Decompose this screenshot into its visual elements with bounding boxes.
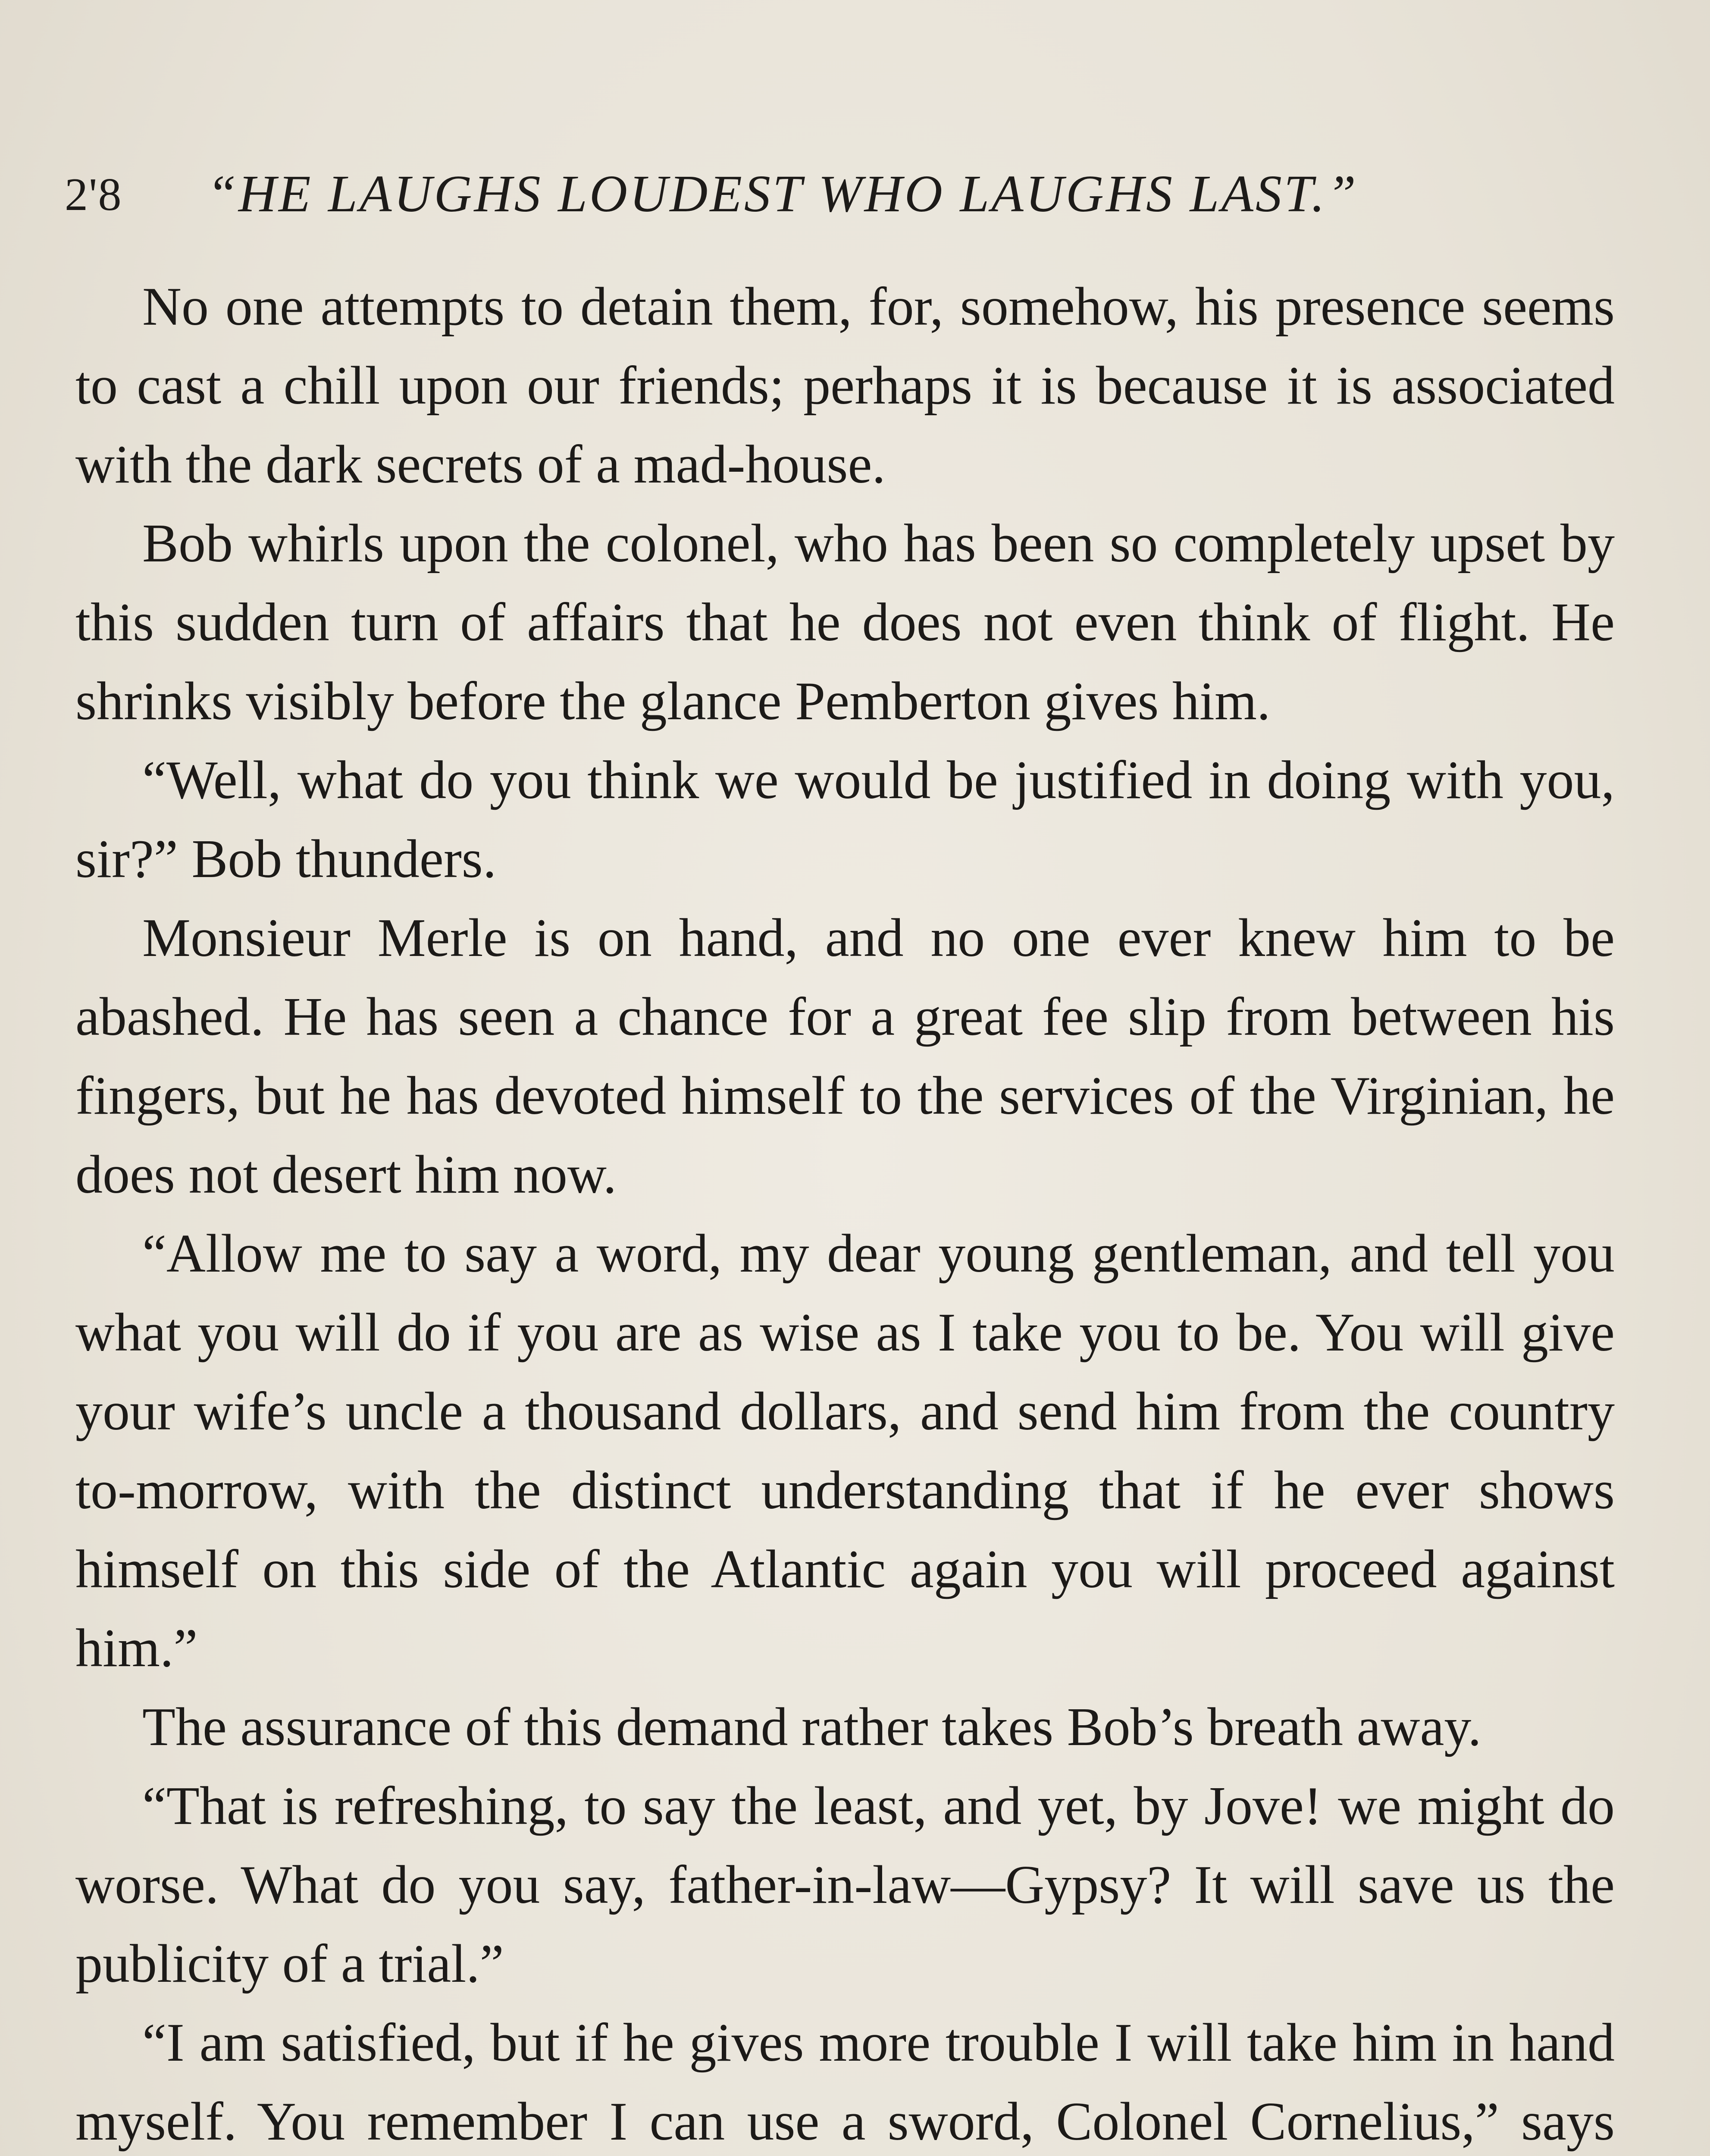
paragraph-8: “I am satisfied, but if he gives more trouble I will take him in hand myself. You remember I can use a sword, Colonel Cornelius,” says xyxy=(75,2013,1615,2152)
page-number: 2'8 xyxy=(65,169,122,220)
body-text xyxy=(75,267,1615,2156)
paragraph-4: Monsieur Merle is on hand, and no one ever knew him to be abashed. He has seen a chance for a great fee slip from between his fingers, but he has devoted himself to the services of the Virginian, he does not desert him now. xyxy=(75,908,1615,1205)
paragraph-6: The assurance of this demand rather takes Bob’s breath away. xyxy=(142,1697,1481,1757)
running-head: “HE LAUGHS LOUDEST WHO LAUGHS LAST.” xyxy=(207,165,1359,223)
paragraph-3: “Well, what do you think we would be justified in doing with you, sir?” Bob thunders. xyxy=(75,750,1615,889)
paragraph-7: “That is refreshing, to say the least, and yet, by Jove! we might do worse. What do you say, father-in-law—Gypsy? It will save us the publicity of a trial.” xyxy=(75,1776,1615,1994)
paragraph-5: “Allow me to say a word, my dear young gentleman, and tell you what you will do if you are as wise as I take you to be. You will give your wife’s uncle a thousand dollars, and send him from the country to-morrow, with the distinct understanding that if he ever shows himself on this side of the Atlantic again you will proceed against him.” xyxy=(75,1224,1615,1678)
paragraph-1: No one attempts to detain them, for, somehow, his presence seems to cast a chill upon our friends; perhaps it is because it is associated with the dark secrets of a mad-house. xyxy=(75,277,1615,495)
paragraph-2: Bob whirls upon the colonel, who has been so completely upset by this sudden turn of affairs that he does not even think of flight. He shrinks visibly before the glance Pemberton gives him. xyxy=(75,514,1615,731)
page-header xyxy=(65,142,1531,223)
